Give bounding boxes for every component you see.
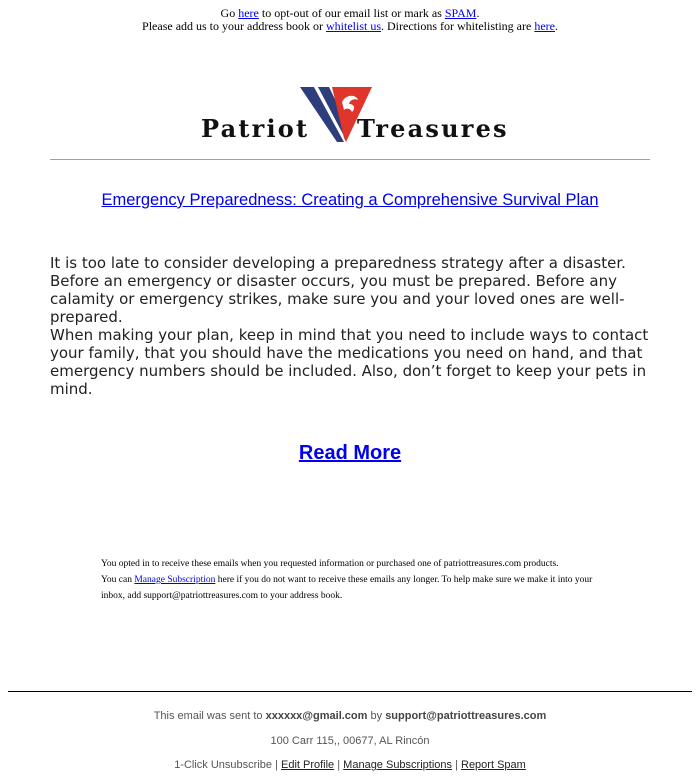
report-spam-link[interactable]: Report Spam <box>461 759 526 771</box>
footer-separator: | <box>455 759 458 771</box>
sender-email: support@patriottreasures.com <box>385 710 547 722</box>
optin-text: here if you do not want to receive these emails any longer. To help make sure we make it into your inbox, add support@patriottreasures.com to your address book. <box>101 575 593 601</box>
edit-profile-link[interactable]: Edit Profile <box>280 759 335 771</box>
whitelist-link[interactable]: whitelist us <box>326 19 382 33</box>
footer-separator: | <box>337 759 341 771</box>
footer-divider <box>8 691 692 692</box>
manage-subscriptions-link[interactable]: Manage Subscriptions <box>343 759 453 771</box>
header-divider <box>50 159 650 160</box>
preheader-text: Please add us to your address book or <box>142 19 323 33</box>
optin-text: You can <box>101 575 132 585</box>
one-click-unsubscribe-text: 1-Click Unsubscribe <box>174 759 272 771</box>
manage-subscription-link[interactable]: Manage Subscription <box>134 575 216 585</box>
footer-text: This email was sent to <box>153 710 263 722</box>
footer-separator: | <box>275 759 278 771</box>
brand-logo[interactable] <box>200 84 520 148</box>
article-paragraph: When making your plan, keep in mind that you need to include ways to contact your family, that you should have the medications you need on hand, and that emergency numbers should be included. Also, don’t forget to keep your pets in mind. <box>50 326 649 398</box>
recipient-email: xxxxxx@gmail.com <box>265 710 368 722</box>
read-more-container <box>0 442 700 465</box>
headline-link[interactable]: Emergency Preparedness: Creating a Comprehensive Survival Plan <box>101 191 599 209</box>
preheader-line-2 <box>0 20 700 33</box>
footer-links <box>0 759 700 771</box>
preheader-text: to opt-out of our email list or mark as <box>261 6 442 20</box>
article-body <box>50 254 650 398</box>
logo-word-treasures: Treasures <box>357 114 509 143</box>
preheader-text: Go <box>220 6 236 20</box>
footer-address: 100 Carr 115,, 00677, AL Rincón <box>270 735 430 747</box>
optin-line <box>101 572 601 604</box>
whitelist-directions-link[interactable]: here <box>534 19 555 33</box>
mark-spam-link[interactable]: SPAM <box>444 6 477 20</box>
article-headline <box>0 191 700 210</box>
opt-out-link[interactable]: here <box>238 6 259 20</box>
preheader-text: . Directions for whitelisting are <box>381 19 532 33</box>
preheader <box>0 7 700 33</box>
read-more-link[interactable]: Read More <box>298 442 402 464</box>
article-paragraph: It is too late to consider developing a preparedness strategy after a disaster. Before an emergency or disaster occurs, you must be prepared. Before any calamity or emergency strikes, make sure you and your loved ones are well-prepared. <box>50 254 626 326</box>
preheader-text: . <box>554 19 558 33</box>
optin-notice <box>101 556 601 604</box>
footer-text: by <box>370 710 383 722</box>
footer-sent-line <box>0 710 700 722</box>
logo-word-patriot: Patriot <box>201 114 310 143</box>
optin-line: You opted in to receive these emails when you requested information or purchased one of patriottreasures.com products. <box>101 559 559 569</box>
preheader-text: . <box>476 6 480 20</box>
